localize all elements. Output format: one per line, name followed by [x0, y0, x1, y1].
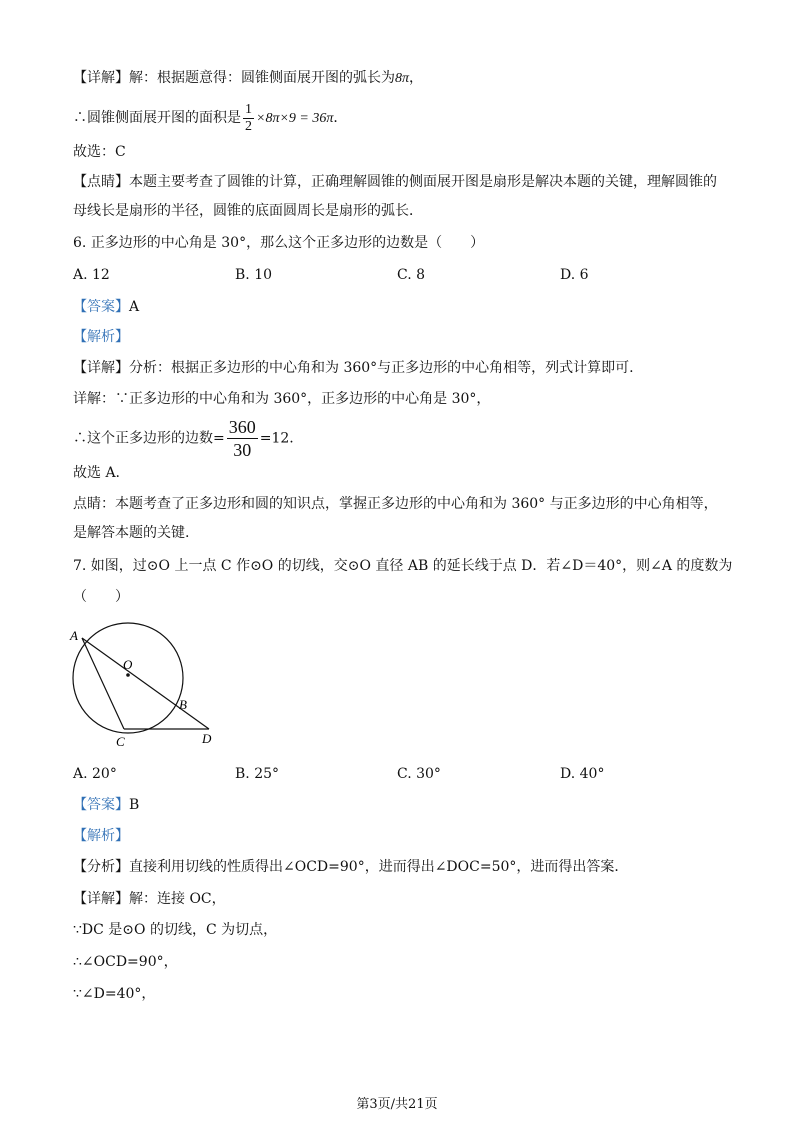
area-formula-line	[73, 100, 347, 137]
formula-text: ∴这个正多边形的边数=	[73, 430, 225, 447]
q6-comment-1: 点睛：本题考查了正多边形和圆的知识点，掌握正多边形的中心角和为 360° 与正多边形的中心角相等，	[73, 496, 718, 512]
punct: ，	[409, 70, 424, 86]
q6-answer	[73, 297, 139, 317]
fraction	[227, 416, 258, 461]
center-point	[126, 673, 130, 677]
q6-option-a: A. 12	[73, 267, 110, 283]
q6-detail-2: 详解：∵正多边形的中心角和为 360°，正多边形的中心角是 30°，	[73, 391, 491, 407]
q6-detail-4: 故选 A.	[73, 465, 121, 481]
formula-text: ∴圆锥侧面展开图的面积是	[73, 110, 241, 126]
answer-tag: 【答案】	[73, 299, 129, 315]
punct: ．	[333, 110, 348, 126]
circle-tangent-figure	[65, 622, 225, 752]
label-d: D	[202, 731, 212, 746]
q6-analysis-tag: 【解析】	[73, 329, 129, 345]
comment-line-1: 【点睛】本题主要考查了圆锥的计算，正确理解圆锥的侧面展开图是扇形是解决本题的关键，理解圆锥的	[73, 174, 717, 190]
question-6-stem: 6. 正多边形的中心角是 30°，那么这个正多边形的边数是（ ）	[73, 235, 485, 251]
detail-text: 【详解】解：根据题意得：圆锥侧面展开图的弧长为	[73, 70, 395, 86]
label-a: A	[70, 628, 78, 643]
q7-option-d: D. 40°	[560, 766, 605, 782]
answer-value: B	[129, 797, 140, 813]
q7-option-b: B. 25°	[235, 766, 280, 782]
solution-detail-line	[73, 68, 423, 89]
circle-o	[73, 623, 183, 733]
line-adb	[82, 638, 209, 729]
q6-option-b: B. 10	[235, 267, 273, 283]
fraction-numerator: 1	[245, 101, 252, 117]
label-o: O	[123, 657, 133, 672]
fraction-numerator: 360	[228, 417, 256, 437]
q7-detail-1: 【分析】直接利用切线的性质得出∠OCD=90°，进而得出∠DOC=50°，进而得出答案．	[73, 859, 629, 875]
answer-value: A	[129, 299, 140, 315]
question-7-stem-2: （ ）	[73, 589, 129, 605]
q6-option-d: D. 6	[560, 267, 589, 283]
q7-detail-3: ∵DC 是⊙O 的切线，C 为切点，	[73, 922, 278, 938]
label-b: B	[179, 697, 187, 712]
fraction-denominator: 30	[233, 440, 252, 460]
result-text: =12.	[259, 430, 294, 447]
fraction-denominator: 2	[245, 118, 252, 134]
q7-detail-4: ∴∠OCD=90°，	[73, 954, 178, 970]
label-c: C	[116, 734, 125, 749]
comment-line-2: 母线长是扇形的半径，圆锥的底面圆周长是扇形的弧长．	[73, 203, 423, 219]
q7-answer	[73, 795, 139, 815]
q6-detail-1: 【详解】分析：根据正多边形的中心角和为 360°与正多边形的中心角相等，列式计算即可.	[73, 360, 634, 376]
q7-analysis-tag: 【解析】	[73, 828, 129, 844]
arc-length-value: 8π	[395, 71, 410, 86]
answer-tag: 【答案】	[73, 797, 129, 813]
q6-detail-3	[73, 416, 294, 461]
question-7-stem: 7. 如图，过⊙O 上一点 C 作⊙O 的切线，交⊙O 直径 AB 的延长线于点 D．若∠D＝40°，则∠A 的度数为	[73, 558, 733, 574]
q7-detail-5: ∵∠D=40°，	[73, 986, 156, 1002]
q7-detail-2: 【详解】解：连接 OC，	[73, 891, 226, 907]
q7-option-a: A. 20°	[73, 766, 117, 782]
q6-comment-2: 是解答本题的关键.	[73, 525, 190, 541]
page-footer: 第3页/共21页	[356, 1097, 438, 1112]
area-expression: ×8π×9 = 36π	[256, 111, 334, 126]
q6-option-c: C. 8	[397, 267, 426, 283]
fraction	[243, 102, 254, 135]
choice-line: 故选：C	[73, 144, 126, 160]
q7-option-c: C. 30°	[397, 766, 441, 782]
